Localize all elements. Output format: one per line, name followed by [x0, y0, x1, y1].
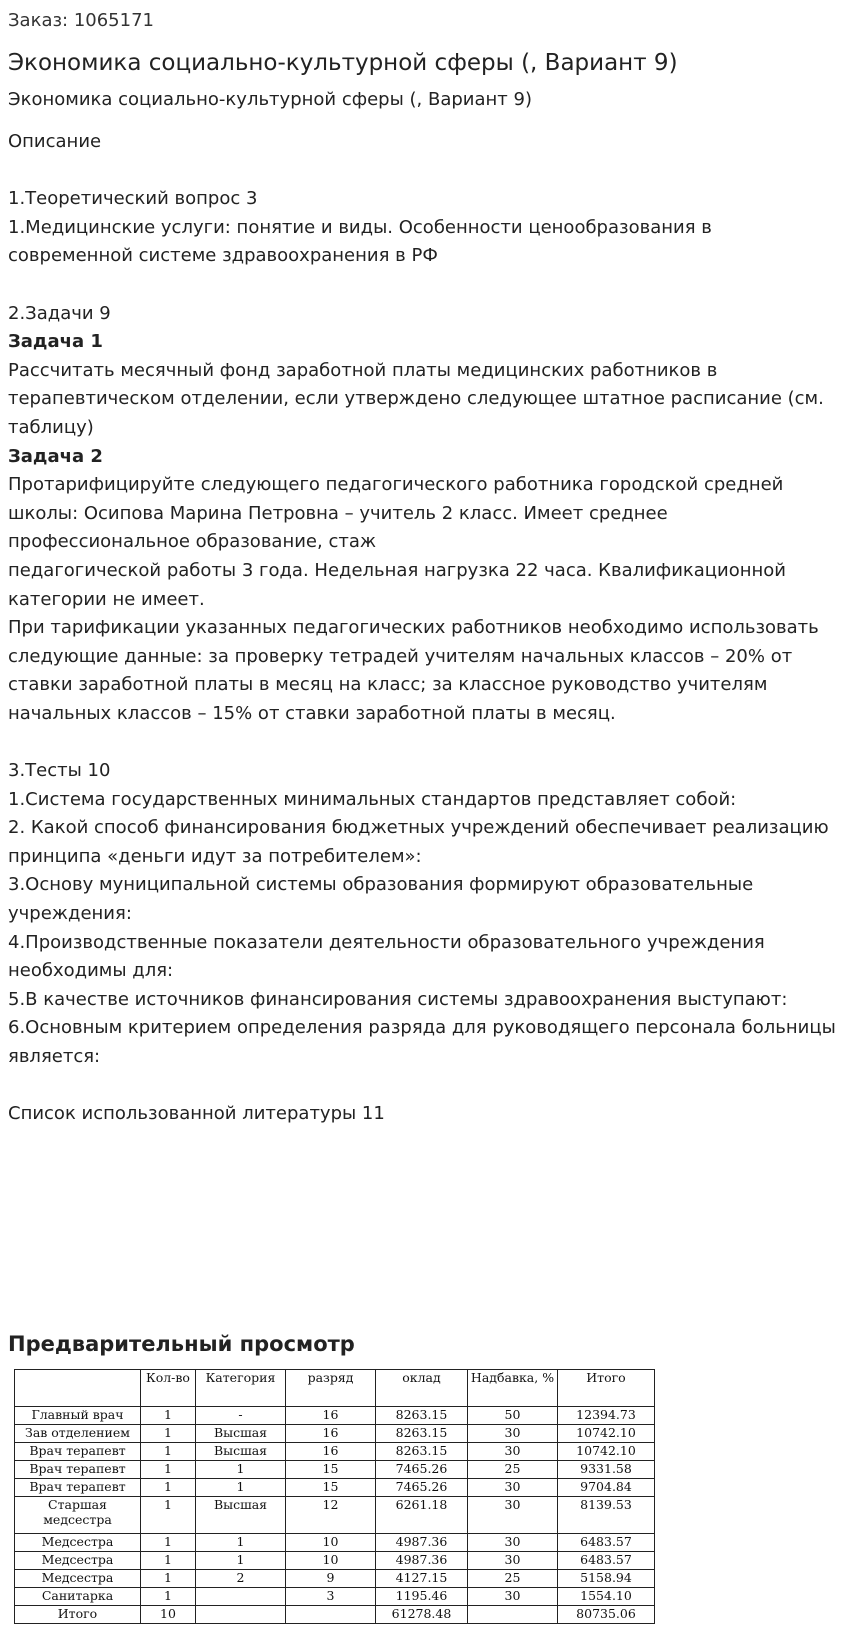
page-title: Экономика социально-культурной сферы (, Вариант 9) — [8, 50, 678, 76]
table-row — [15, 1497, 655, 1534]
task1-title: Задача 1 — [8, 331, 103, 353]
cell-salary: 8263.15 — [376, 1425, 468, 1443]
spacer — [8, 728, 838, 757]
cell-total: 80735.06 — [558, 1606, 655, 1624]
cell-bonus: 30 — [468, 1443, 558, 1461]
tests-heading: 3.Тесты 10 — [8, 760, 111, 782]
table-row — [15, 1534, 655, 1552]
test-item: 1.Система государственных минимальных стандартов представляет собой: — [8, 788, 737, 810]
cell-position: Старшая медсестра — [15, 1497, 141, 1534]
cell-category — [196, 1588, 286, 1606]
cell-salary: 4987.36 — [376, 1552, 468, 1570]
header-quantity: Кол-во — [141, 1370, 196, 1407]
cell-salary: 7465.26 — [376, 1479, 468, 1497]
cell-total: 12394.73 — [558, 1407, 655, 1425]
test-item: 3.Основу муниципальной системы образования формируют образовательные учреждения: — [8, 874, 754, 925]
cell-rank: 15 — [286, 1461, 376, 1479]
cell-quantity: 1 — [141, 1552, 196, 1570]
header-position — [15, 1370, 141, 1407]
table-row — [15, 1443, 655, 1461]
order-number: Заказ: 1065171 — [8, 10, 154, 31]
cell-rank: 16 — [286, 1443, 376, 1461]
cell-quantity: 1 — [141, 1570, 196, 1588]
cell-category: Высшая — [196, 1443, 286, 1461]
theory-text: 1.Медицинские услуги: понятие и виды. Особенности ценообразования в современной системе здравоохранения в РФ — [8, 216, 712, 267]
cell-total: 9704.84 — [558, 1479, 655, 1497]
cell-quantity: 1 — [141, 1443, 196, 1461]
cell-position: Врач терапевт — [15, 1461, 141, 1479]
spacer — [8, 271, 838, 300]
cell-rank: 15 — [286, 1479, 376, 1497]
cell-position: Медсестра — [15, 1570, 141, 1588]
cell-total: 6483.57 — [558, 1534, 655, 1552]
cell-bonus: 30 — [468, 1534, 558, 1552]
cell-position: Врач терапевт — [15, 1479, 141, 1497]
cell-quantity: 10 — [141, 1606, 196, 1624]
task2-text: При тарификации указанных педагогических работников необходимо использовать следующие данные: за проверку тетрадей учителям начальных классов – 20% от ставки заработной платы в месяц на класс; за классное руководство учителям начальных классов – 15% от ставки заработной платы в месяц. — [8, 617, 819, 724]
test-item: 6.Основным критерием определения разряда для руководящего персонала больницы является: — [8, 1017, 836, 1067]
cell-rank: 9 — [286, 1570, 376, 1588]
test-item: 5.В качестве источников финансирования системы здравоохранения выступают: — [8, 988, 788, 1010]
cell-category: 1 — [196, 1552, 286, 1570]
cell-position: Медсестра — [15, 1534, 141, 1552]
cell-salary: 4987.36 — [376, 1534, 468, 1552]
cell-rank: 16 — [286, 1407, 376, 1425]
cell-quantity: 1 — [141, 1588, 196, 1606]
cell-quantity: 1 — [141, 1534, 196, 1552]
test-item: 2. Какой способ финансирования бюджетных учреждений обеспечивает реализацию принципа «деньги идут за потребителем»: — [8, 817, 829, 867]
cell-position: Врач терапевт — [15, 1443, 141, 1461]
cell-category — [196, 1606, 286, 1624]
cell-bonus: 50 — [468, 1407, 558, 1425]
cell-total: 5158.94 — [558, 1570, 655, 1588]
cell-bonus: 30 — [468, 1588, 558, 1606]
cell-rank: 10 — [286, 1552, 376, 1570]
cell-category: 2 — [196, 1570, 286, 1588]
cell-rank: 16 — [286, 1425, 376, 1443]
page-subtitle: Экономика социально-культурной сферы (, Вариант 9) — [8, 89, 532, 110]
cell-category: Высшая — [196, 1497, 286, 1534]
cell-position: Главный врач — [15, 1407, 141, 1425]
table-row — [15, 1588, 655, 1606]
cell-rank — [286, 1606, 376, 1624]
header-category: Категория — [196, 1370, 286, 1407]
task2-text: Протарифицируйте следующего педагогического работника городской средней школы: Осипова Марина Петровна – учитель 2 класс. Имеет среднее профессиональное образование, стаж — [8, 474, 784, 553]
table-header-row — [15, 1370, 655, 1407]
cell-bonus: 25 — [468, 1461, 558, 1479]
cell-category: 1 — [196, 1534, 286, 1552]
cell-rank: 12 — [286, 1497, 376, 1534]
cell-category: - — [196, 1407, 286, 1425]
cell-quantity: 1 — [141, 1497, 196, 1534]
cell-category: Высшая — [196, 1425, 286, 1443]
description-block — [8, 128, 838, 1129]
cell-total: 10742.10 — [558, 1425, 655, 1443]
header-total: Итого — [558, 1370, 655, 1407]
table-total-row — [15, 1606, 655, 1624]
cell-quantity: 1 — [141, 1425, 196, 1443]
cell-total: 1554.10 — [558, 1588, 655, 1606]
cell-salary: 61278.48 — [376, 1606, 468, 1624]
cell-quantity: 1 — [141, 1407, 196, 1425]
task2-text: педагогической работы 3 года. Недельная нагрузка 22 часа. Квалификационной категории не имеет. — [8, 559, 787, 610]
spacer — [8, 1072, 838, 1101]
cell-bonus: 30 — [468, 1479, 558, 1497]
description-label: Описание — [8, 131, 102, 152]
cell-bonus: 30 — [468, 1425, 558, 1443]
preview-title: Предварительный просмотр — [8, 1332, 355, 1356]
task2-title: Задача 2 — [8, 445, 103, 467]
tasks-heading: 2.Задачи 9 — [8, 302, 111, 324]
cell-salary: 6261.18 — [376, 1497, 468, 1534]
header-rank: разряд — [286, 1370, 376, 1407]
cell-total: 8139.53 — [558, 1497, 655, 1534]
test-item: 4.Производственные показатели деятельности образовательного учреждения необходимы для: — [8, 931, 765, 982]
cell-category: 1 — [196, 1461, 286, 1479]
table-row — [15, 1407, 655, 1425]
cell-position: Санитарка — [15, 1588, 141, 1606]
cell-category: 1 — [196, 1479, 286, 1497]
cell-position: Медсестра — [15, 1552, 141, 1570]
theory-heading: 1.Теоретический вопрос 3 — [8, 188, 258, 210]
cell-bonus: 25 — [468, 1570, 558, 1588]
table-row — [15, 1479, 655, 1497]
table-row — [15, 1461, 655, 1479]
staff-salary-table — [14, 1369, 655, 1624]
cell-salary: 4127.15 — [376, 1570, 468, 1588]
spacer — [8, 157, 838, 186]
cell-salary: 8263.15 — [376, 1407, 468, 1425]
cell-rank: 3 — [286, 1588, 376, 1606]
cell-total: 6483.57 — [558, 1552, 655, 1570]
table-row — [15, 1552, 655, 1570]
cell-position: Итого — [15, 1606, 141, 1624]
cell-position: Зав отделением — [15, 1425, 141, 1443]
cell-rank: 10 — [286, 1534, 376, 1552]
cell-bonus: 30 — [468, 1497, 558, 1534]
task1-text: Рассчитать месячный фонд заработной платы медицинских работников в терапевтическом отделении, если утверждено следующее штатное расписание (см. таблицу) — [8, 359, 824, 438]
cell-salary: 1195.46 — [376, 1588, 468, 1606]
header-bonus: Надбавка, % — [468, 1370, 558, 1407]
cell-quantity: 1 — [141, 1461, 196, 1479]
cell-salary: 7465.26 — [376, 1461, 468, 1479]
header-salary: оклад — [376, 1370, 468, 1407]
cell-quantity: 1 — [141, 1479, 196, 1497]
literature-item: Список использованной литературы 11 — [8, 1103, 385, 1125]
table-row — [15, 1570, 655, 1588]
cell-bonus: 30 — [468, 1552, 558, 1570]
table-row — [15, 1425, 655, 1443]
cell-bonus — [468, 1606, 558, 1624]
cell-total: 10742.10 — [558, 1443, 655, 1461]
cell-total: 9331.58 — [558, 1461, 655, 1479]
cell-salary: 8263.15 — [376, 1443, 468, 1461]
